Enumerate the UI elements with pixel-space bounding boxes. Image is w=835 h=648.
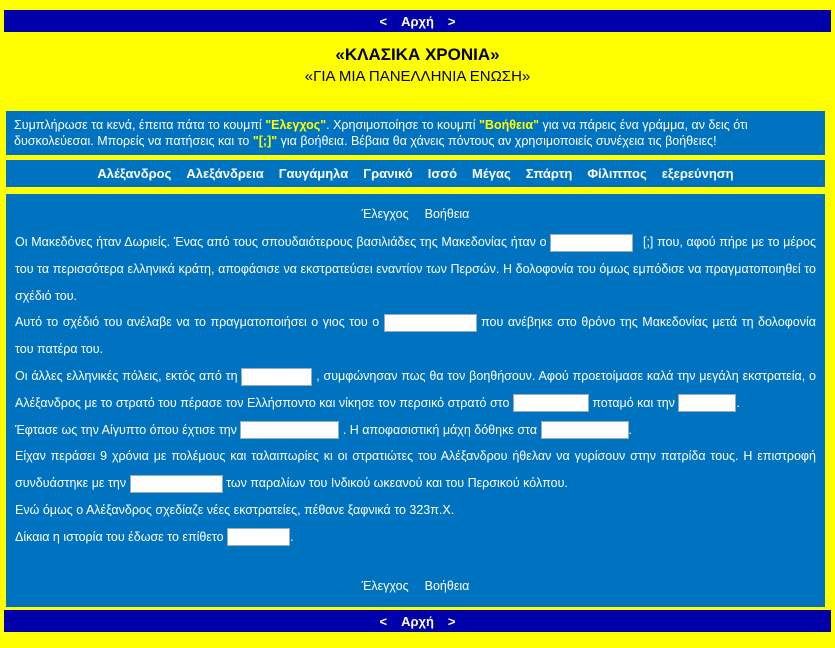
link-graniko[interactable]: Γρανικό xyxy=(363,166,413,181)
text-segment: που ανέβηκε στο θρόνο της Μακεδονίας μετά τη δολοφονία του πατέρα του. xyxy=(15,315,816,357)
text-segment: Είχαν περάσει 9 χρόνια με πολέμους και ταλαιπωρίες κι οι στρατιώτες του Αλέξανδρου ήθελαν να γυρίσουν στην πατρίδα τους. Η επιστροφή συνδυάστηκε με την xyxy=(15,449,816,491)
home-button[interactable]: Αρχή xyxy=(401,613,434,629)
paragraph xyxy=(15,363,816,417)
prev-button[interactable]: < xyxy=(379,613,388,629)
top-navbar xyxy=(4,10,831,32)
gap-input-6[interactable] xyxy=(240,421,339,439)
check-button[interactable]: Έλεγχος xyxy=(361,207,409,221)
paragraph xyxy=(15,417,816,444)
text-segment: . xyxy=(628,422,633,437)
text-segment: Αυτό το σχέδιό του ανέλαβε να το πραγματοποιήσει ο γιος του ο xyxy=(15,315,384,330)
hint-button[interactable]: [;] xyxy=(642,235,654,249)
word-links-bar xyxy=(6,160,825,187)
gap-input-9[interactable] xyxy=(227,528,290,546)
link-isso[interactable]: Ισσό xyxy=(427,166,458,181)
exercise-text xyxy=(15,229,816,551)
text-segment: Έφτασε ως την Αίγυπτο όπου έχτισε την xyxy=(15,422,241,437)
link-alexandreia[interactable]: Αλεξάνδρεια xyxy=(186,166,264,181)
check-button[interactable]: Έλεγχος xyxy=(361,579,409,593)
bottom-navbar xyxy=(4,610,831,632)
exercise-panel xyxy=(6,194,825,607)
gap-input-8[interactable] xyxy=(130,475,223,493)
instructions-text: . Χρησιμοποίησε το κουμπί xyxy=(326,118,479,132)
link-gaugamela[interactable]: Γαυγάμηλα xyxy=(278,166,349,181)
link-megas[interactable]: Μέγας xyxy=(472,166,511,181)
instructions-panel xyxy=(6,111,825,155)
instructions-hint-label: "[;]" xyxy=(252,134,278,148)
instructions-text: για να πάρεις ένα γράμμα, αν δεις ότι δυσκολεύεσαι. Μπορείς να πατήσεις και το xyxy=(14,118,748,148)
gap-input-5[interactable] xyxy=(678,394,736,412)
gap-input-1[interactable] xyxy=(550,234,633,252)
text-segment: των παραλίων του Ινδικού ωκεανού και του Περσικού κόλπου. xyxy=(222,476,568,491)
exercise-buttons-bottom xyxy=(6,579,825,593)
text-segment: . Η αποφασιστική μάχη δόθηκε στα xyxy=(339,422,541,437)
instructions-text: για βοήθεια. Βέβαια θα χάνεις πόντους αν χρησιμοποιείς συνέχεια τις βοήθειες! xyxy=(277,134,717,148)
exercise-buttons-top xyxy=(6,207,825,221)
text-segment: ποταμό και την xyxy=(588,395,679,410)
text-segment: . xyxy=(736,395,740,410)
text-segment: Ενώ όμως ο Αλέξανδρος σχεδίαζε νέες εκστρατείες, πέθανε ξαφνικά το 323π.Χ. xyxy=(15,502,455,517)
text-segment: . xyxy=(290,529,294,544)
text-segment: Οι άλλες ελληνικές πόλεις, εκτός από τη xyxy=(15,368,242,383)
link-exereunisi[interactable]: εξερεύνηση xyxy=(661,166,734,181)
help-button[interactable]: Βοήθεια xyxy=(424,207,470,221)
page-title: «ΚΛΑΣΙΚΑ ΧΡΟΝΙΑ» xyxy=(335,45,500,64)
paragraph xyxy=(15,229,816,309)
next-button[interactable]: > xyxy=(447,613,456,629)
paragraph xyxy=(15,524,816,551)
prev-button[interactable]: < xyxy=(379,13,388,29)
instructions-text: Συμπλήρωσε τα κενά, έπειτα πάτα το κουμπί xyxy=(14,118,266,132)
next-button[interactable]: > xyxy=(447,13,456,29)
link-filippos[interactable]: Φίλιππος xyxy=(587,166,647,181)
paragraph xyxy=(15,443,816,497)
page-header xyxy=(0,45,835,85)
instructions-check-label: "Ελεγχος" xyxy=(265,118,327,132)
text-segment: Δίκαια η ιστορία του έδωσε το επίθετο xyxy=(15,529,228,544)
page-subtitle: «ΓΙΑ ΜΙΑ ΠΑΝΕΛΛΗΝΙΑ ΕΝΩΣΗ» xyxy=(304,68,531,85)
home-button[interactable]: Αρχή xyxy=(401,13,434,29)
text-segment: που, αφού πήρε με το μέρος του τα περισσότερα ελληνικά κράτη, αποφάσισε να εκστρατεύσει εναντίον των Περσών. Η δολοφονία του όμως εμπόδισε να πραγματοποιηθεί το σχέδιό του. xyxy=(15,235,816,303)
paragraph xyxy=(15,497,816,524)
link-sparti[interactable]: Σπάρτη xyxy=(525,166,573,181)
gap-input-7[interactable] xyxy=(541,421,629,439)
help-button[interactable]: Βοήθεια xyxy=(424,579,470,593)
paragraph xyxy=(15,309,816,363)
gap-input-4[interactable] xyxy=(513,394,589,412)
text-segment: Οι Μακεδόνες ήταν Δωριείς. Ένας από τους σπουδαιότερους βασιλιάδες της Μακεδονίας ήταν ο xyxy=(15,235,551,249)
gap-input-2[interactable] xyxy=(384,314,477,332)
link-alexandros[interactable]: Αλέξανδρος xyxy=(97,166,172,181)
text-segment: , συμφώνησαν πως θα τον βοηθήσουν. Αφού προετοίμασε καλά την μεγάλη εκστρατεία, ο Αλέξανδρος με το στρατό του πέρασε τον Ελλήσποντο και νίκησε τον περσικό στρατό στο xyxy=(15,368,816,410)
gap-input-3[interactable] xyxy=(241,368,312,386)
instructions-help-label: "Βοήθεια" xyxy=(479,118,539,132)
